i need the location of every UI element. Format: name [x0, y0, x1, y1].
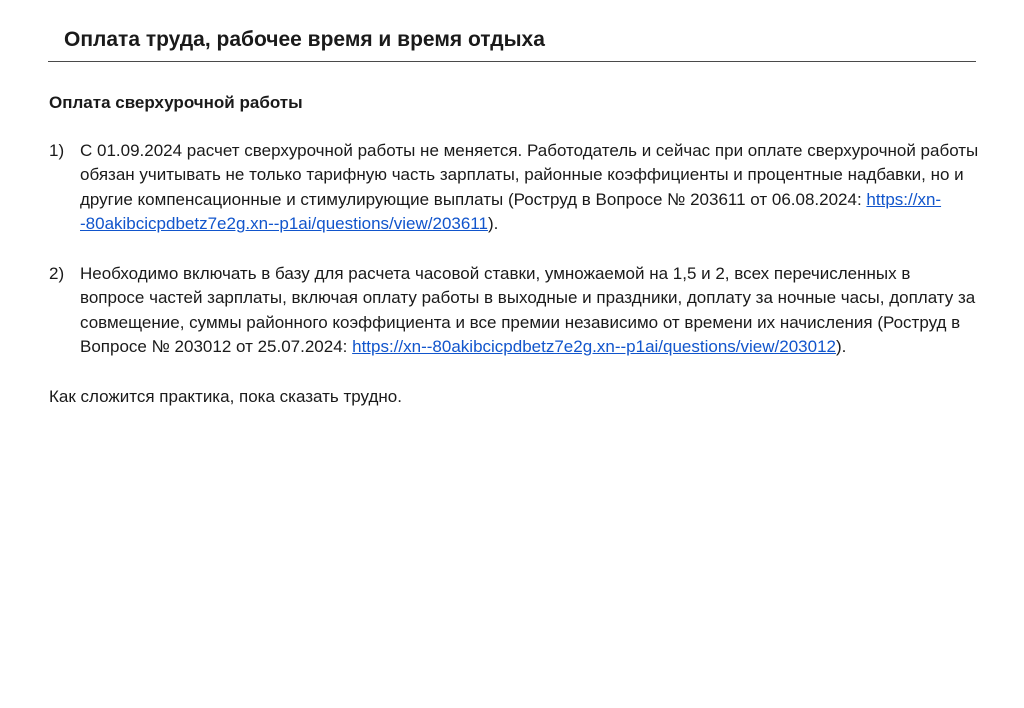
list-item-2 — [49, 262, 979, 360]
list-item-text-after: ). — [487, 214, 499, 233]
list-item-text — [80, 139, 979, 237]
list-item-text-after: ). — [835, 337, 847, 356]
list-item-text-before: С 01.09.2024 расчет сверхурочной работы не меняется. Работодатель и сейчас при оплате сверхурочной работы обязан учитывать не только тарифную часть зарплаты, районные коэффициенты и процентные надбавки, но и другие компенсационные и стимулирующие выплаты (Роструд в Вопросе № 203611 от 06.08.2024: — [80, 140, 979, 209]
rostrud-link-203012[interactable]: https://xn--80akibcicpdbetz7e2g.xn--p1ai/questions/view/203012 — [352, 337, 836, 356]
list-item-text — [80, 262, 979, 360]
list-item-number: 1) — [49, 140, 65, 160]
list-item-number: 2) — [49, 263, 65, 283]
list-item-1 — [49, 139, 979, 237]
slide-title: Оплата труда, рабочее время и время отдыха — [64, 28, 545, 51]
section-heading: Оплата сверхурочной работы — [49, 93, 303, 112]
slide-content — [49, 91, 979, 409]
title-divider — [48, 61, 976, 62]
closing-text: Как сложится практика, пока сказать трудно. — [49, 386, 402, 406]
list-item-text-before: Необходимо включать в базу для расчета часовой ставки, умножаемой на 1,5 и 2, всех перечисленных в вопросе частей зарплаты, включая оплату работы в выходные и праздники, доплату за ночные часы, доплату за совмещение, суммы районного коэффициента и все премии независимо от времени их начисления (Роструд в Вопросе № 203012 от 25.07.2024: — [80, 263, 976, 356]
rostrud-link-203611[interactable]: https://xn--80akibcicpdbetz7e2g.xn--p1ai/questions/view/203611 — [80, 189, 942, 233]
